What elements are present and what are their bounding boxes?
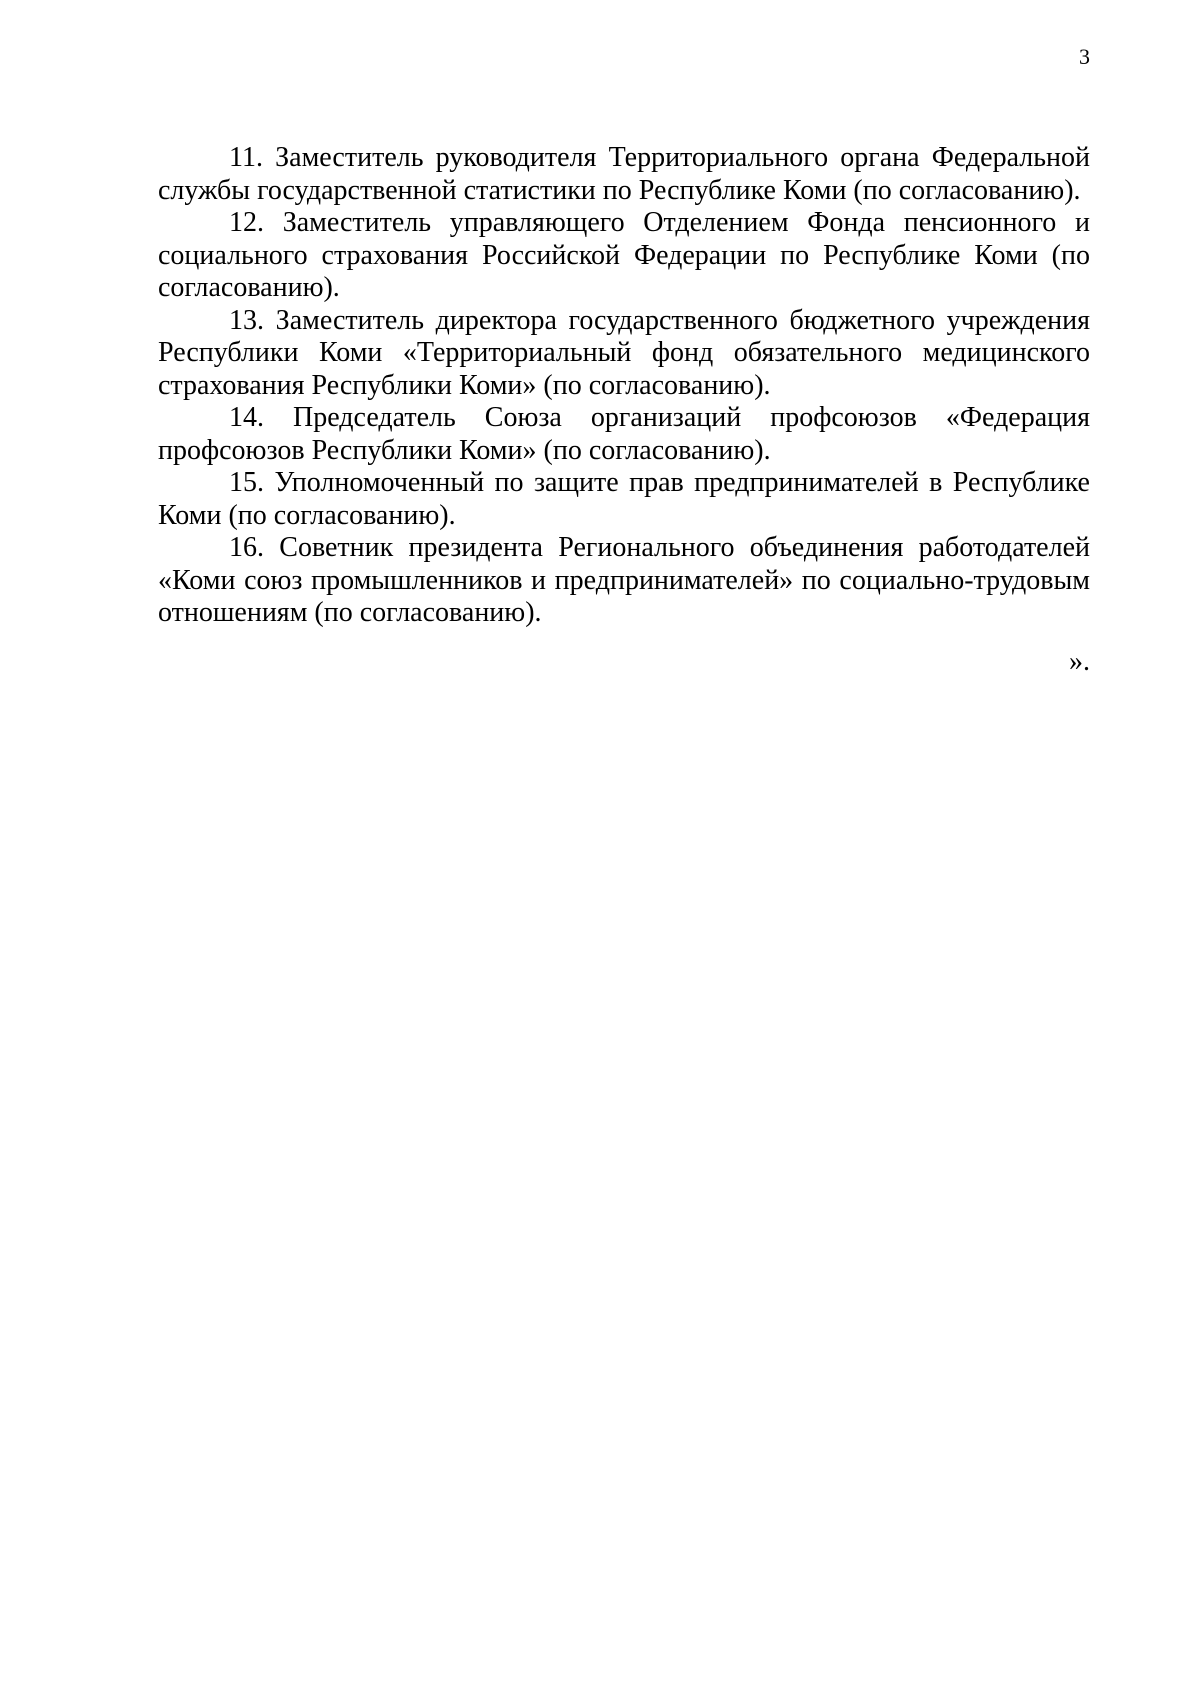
list-item-14: 14. Председатель Союза организаций профсоюзов «Федерация профсоюзов Республики Коми» (по согласованию). xyxy=(158,402,1090,466)
list-item-15: 15. Уполномоченный по защите прав предпринимателей в Республике Коми (по согласованию). xyxy=(158,467,1090,531)
document-body xyxy=(158,142,1090,678)
list-item-12: 12. Заместитель управляющего Отделением Фонда пенсионного и социального страхования Российской Федерации по Республике Коми (по согласованию). xyxy=(158,207,1090,303)
list-item-11: 11. Заместитель руководителя Территориального органа Федеральной службы государственной статистики по Республике Коми (по согласованию). xyxy=(158,142,1090,206)
list-item-16: 16. Советник президента Регионального объединения работодателей «Коми союз промышленников и предпринимателей» по социально-трудовым отношениям (по согласованию). xyxy=(158,532,1090,628)
closing-quote: ». xyxy=(1069,645,1090,677)
list-item-13: 13. Заместитель директора государственного бюджетного учреждения Республики Коми «Территориальный фонд обязательного медицинского страхования Республики Коми» (по согласованию). xyxy=(158,304,1090,401)
page-number: 3 xyxy=(1079,44,1090,69)
